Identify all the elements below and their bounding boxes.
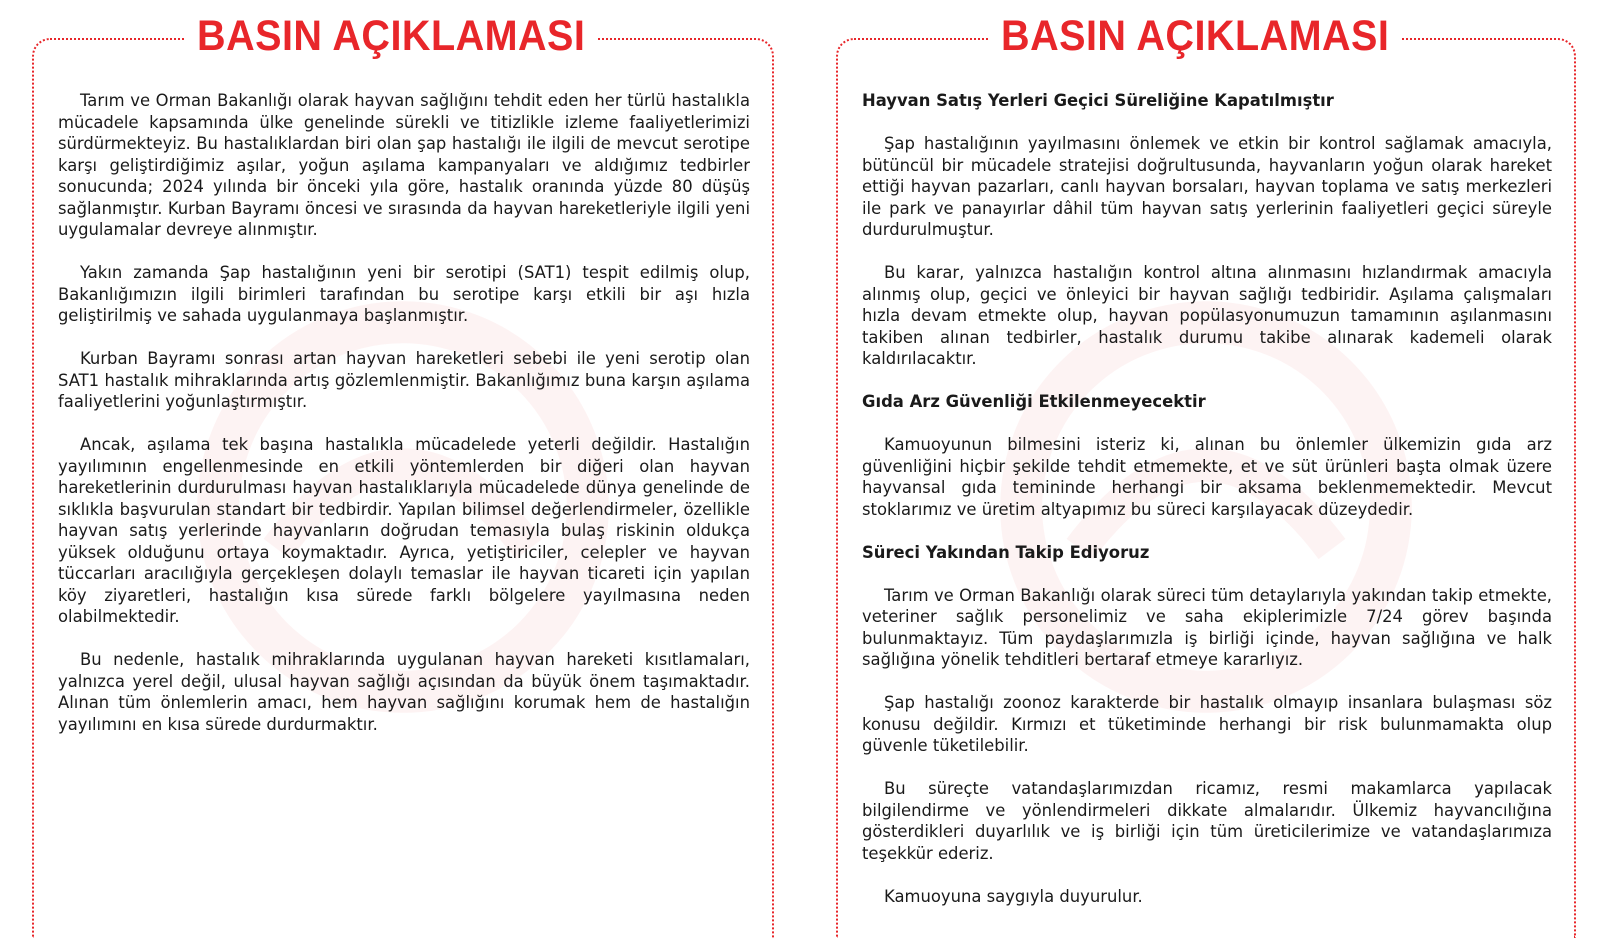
closing-line: Kamuoyuna saygıyla duyurulur. (884, 886, 1143, 906)
page-title-left: BASIN AÇIKLAMASI (186, 8, 596, 64)
right-paragraph: Tarım ve Orman Bakanlığı olarak süreci tüm detaylarıyla yakından takip etmekte, veteriner sağlık personelimiz ve saha ekiplerimizle 7/24 görev başında bulunmaktayız. Tüm paydaşlarımızla iş birliği içinde, hayvan sağlığına ve halk sağlığına yönelik tehditleri bertaraf etmeye kararlıyız. (862, 585, 1552, 669)
section-heading: Süreci Yakından Takip Ediyoruz (862, 542, 1150, 562)
left-paragraph: Kurban Bayramı sonrası artan hayvan hareketleri sebebi ile yeni serotip olan SAT1 hastalık mihraklarında artış gözlemlenmiştir. Bakanlığımız buna karşın aşılama faaliyetlerini yoğunlaştırmıştır. (58, 349, 750, 411)
page-title-right: BASIN AÇIKLAMASI (990, 8, 1400, 64)
press-release-page-right (836, 38, 1576, 938)
left-paragraph: Bu nedenle, hastalık mihraklarında uygulanan hayvan hareketi kısıtlamaları, yalnızca yerel değil, ulusal hayvan sağlığı açısından da büyük önem taşımaktadır. Alınan tüm önlemlerin amacı, hem hayvan sağlığını korumak hem de hastalığın yayılımını en kısa sürede durdurmaktır. (58, 650, 750, 734)
right-paragraph: Bu süreçte vatandaşlarımızdan ricamız, resmi makamlarca yapılacak bilgilendirme ve yönlendirmeleri dikkate almalarıdır. Ülkemiz hayvancılığına gösterdikleri duyarlılık ve iş birliği için tüm üreticilerimize ve vatandaşlarımıza teşekkür ederiz. (862, 779, 1552, 863)
section-heading: Hayvan Satış Yerleri Geçici Süreliğine Kapatılmıştır (862, 91, 1334, 110)
right-paragraph: Kamuoyunun bilmesini isteriz ki, alınan bu önlemler ülkemizin gıda arz güvenliğini hiçbir şekilde tehdit etmemekte, et ve süt ürünleri başta olmak üzere hayvansal gıda temininde herhangi bir aksama beklenmemektedir. Mevcut stoklarımız ve üretim altyapımız bu süreci karşılayacak düzeydedir. (862, 435, 1552, 519)
left-body (58, 90, 750, 757)
right-paragraph: Şap hastalığının yayılmasını önlemek ve etkin bir kontrol sağlamak amacıyla, bütüncül bir mücadele stratejisi doğrultusunda, hayvanların yoğun olarak hareket ettiği hayvan pazarları, canlı hayvan borsaları, hayvan toplama ve satış merkezleri ile park ve panayırlar dâhil tüm hayvan satış yerlerinin faaliyetleri geçici süreyle durdurulmuştur. (862, 134, 1552, 239)
left-paragraph: Yakın zamanda Şap hastalığının yeni bir serotipi (SAT1) tespit edilmiş olup, Bakanlığımızın ilgili birimleri tarafından bu serotipe karşı etkili bir aşı hızla geliştirilmiş ve sahada uygulanmaya başlanmıştır. (58, 263, 750, 325)
right-body (862, 90, 1552, 929)
left-paragraph: Ancak, aşılama tek başına hastalıkla mücadelede yeterli değildir. Hastalığın yayılımının engellenmesinde en etkili yöntemlerden bir diğeri olan hayvan hareketlerinin durdurulması hayvan hastalıklarıyla mücadelede dünya genelinde de sıklıkla başvurulan standart bir tedbirdir. Yapılan bilimsel değerlendirmeler, özellikle hayvan satış yerlerinde hayvanların doğrudan temasıyla bulaş riskinin oldukça yüksek olduğunu ortaya koymaktadır. Ayrıca, yetiştiriciler, celepler ve hayvan tüccarları aracılığıyla gerçekleşen dolaylı temaslar ile hayvan ticareti için yapılan köy ziyaretleri, hastalığın kısa sürede farklı bölgelere yayılmasına neden olabilmektedir. (58, 435, 750, 626)
right-paragraph: Bu karar, yalnızca hastalığın kontrol altına alınmasını hızlandırmak amacıyla alınmış olup, geçici ve önleyici bir hayvan sağlığı tedbiridir. Aşılama çalışmaları hızla devam etmekte olup, hayvan popülasyonumuzun tamamının aşılanmasını takiben alınan tedbirler, hastalık durumu takibe alınarak kademeli olarak kaldırılacaktır. (862, 263, 1552, 368)
right-paragraph: Şap hastalığı zoonoz karakterde bir hastalık olmayıp insanlara bulaşması söz konusu değildir. Kırmızı et tüketiminde herhangi bir risk bulunmamakta olup güvenle tüketilebilir. (862, 693, 1552, 755)
left-paragraph: Tarım ve Orman Bakanlığı olarak hayvan sağlığını tehdit eden her türlü hastalıkla mücadele kapsamında ülke genelinde sürekli ve titizlikle izleme faaliyetlerimizi sürdürmekteyiz. Bu hastalıklardan biri olan şap hastalığı ile ilgili de mevcut serotipe karşı geliştirdiğimiz aşılar, yoğun aşılama kampanyaları ve aldığımız tedbirler sonucunda; 2024 yılında bir önceki yıla göre, hastalık oranında yüzde 80 düşüş sağlanmıştır. Kurban Bayramı öncesi ve sırasında da hayvan hareketleriyle ilgili yeni uygulamalar devreye alınmıştır. (58, 91, 750, 239)
press-release-page-left (32, 38, 774, 938)
section-heading: Gıda Arz Güvenliği Etkilenmeyecektir (862, 392, 1206, 411)
